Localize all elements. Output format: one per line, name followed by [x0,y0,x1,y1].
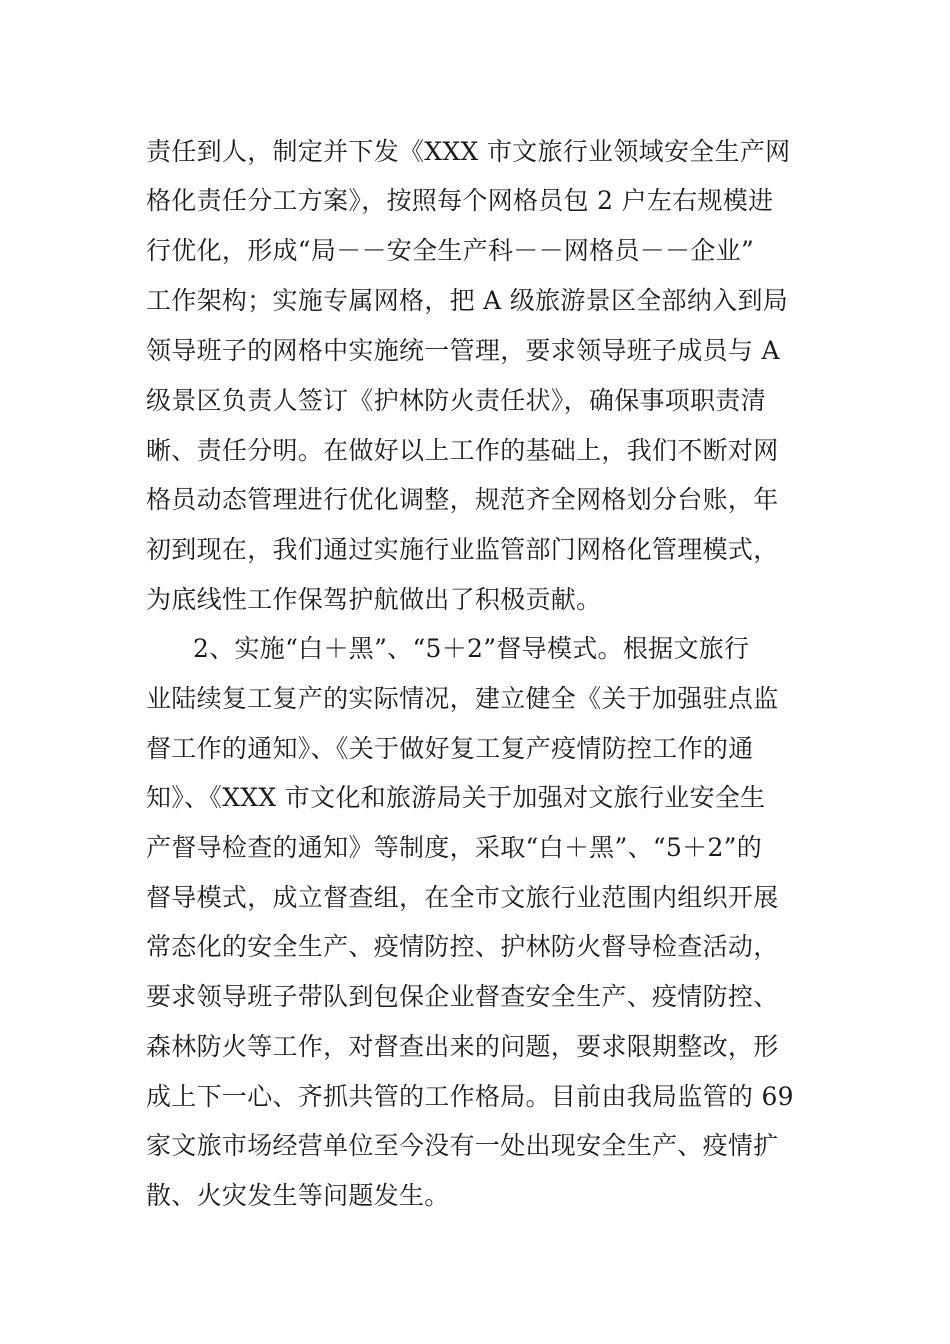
paragraph-2-line: 产督导检查的通知》等制度，采取“白＋黑”、“5＋2”的 [146,833,763,862]
paragraph-1-line: 领导班子的网格中实施统一管理，要求领导班子成员与 A [146,336,780,365]
paragraph-2-line: 家文旅市场经营单位至今没有一处出现安全生产、疫情扩 [146,1131,779,1160]
paragraph-1-line: 初到现在，我们通过实施行业监管部门网格化管理模式， [146,535,779,564]
paragraph-2-line: 散、火灾发生等问题发生。 [146,1181,450,1210]
paragraph-1-line: 格化责任分工方案》，按照每个网格员包 2 户左右规模进 [146,186,774,215]
paragraph-2-line: 常态化的安全生产、疫情防控、护林防火督导检查活动， [146,932,779,961]
paragraph-1-line: 工作架构；实施专属网格，把 A 级旅游景区全部纳入到局 [146,286,789,315]
paragraph-2-line: 业陆续复工复产的实际情况，建立健全《关于加强驻点监 [146,684,779,713]
paragraph-2-line: 森林防火等工作，对督查出来的问题，要求限期整改，形 [146,1032,779,1061]
paragraph-2-line: 成上下一心、齐抓共管的工作格局。目前由我局监管的 69 [146,1082,794,1111]
paragraph-2-line: 督导模式，成立督查组，在全市文旅行业范围内组织开展 [146,883,779,912]
paragraph-2-line: 2、实施“白＋黑”、“5＋2”督导模式。根据文旅行 [193,634,750,663]
paragraph-1-line: 责任到人，制定并下发《XXX 市文旅行业领域安全生产网 [146,137,791,166]
paragraph-2-line: 知》、《XXX 市文化和旅游局关于加强对文旅行业安全生 [146,783,766,812]
paragraph-2-line: 督工作的通知》、《关于做好复工复产疫情防控工作的通 [146,734,754,763]
paragraph-1-line: 级景区负责人签订《护林防火责任状》，确保事项职责清 [146,386,767,415]
paragraph-1-line: 为底线性工作保驾护航做出了积极贡献。 [146,585,602,614]
paragraph-1-line: 格员动态管理进行优化调整，规范齐全网格划分台账，年 [146,485,779,514]
paragraph-1-line: 行优化，形成“局－－安全生产科－－网格员－－企业” [146,236,755,265]
paragraph-1-line: 晰、责任分明。在做好以上工作的基础上，我们不断对网 [146,436,779,465]
paragraph-2-line: 要求领导班子带队到包保企业督查安全生产、疫情防控、 [146,982,779,1011]
